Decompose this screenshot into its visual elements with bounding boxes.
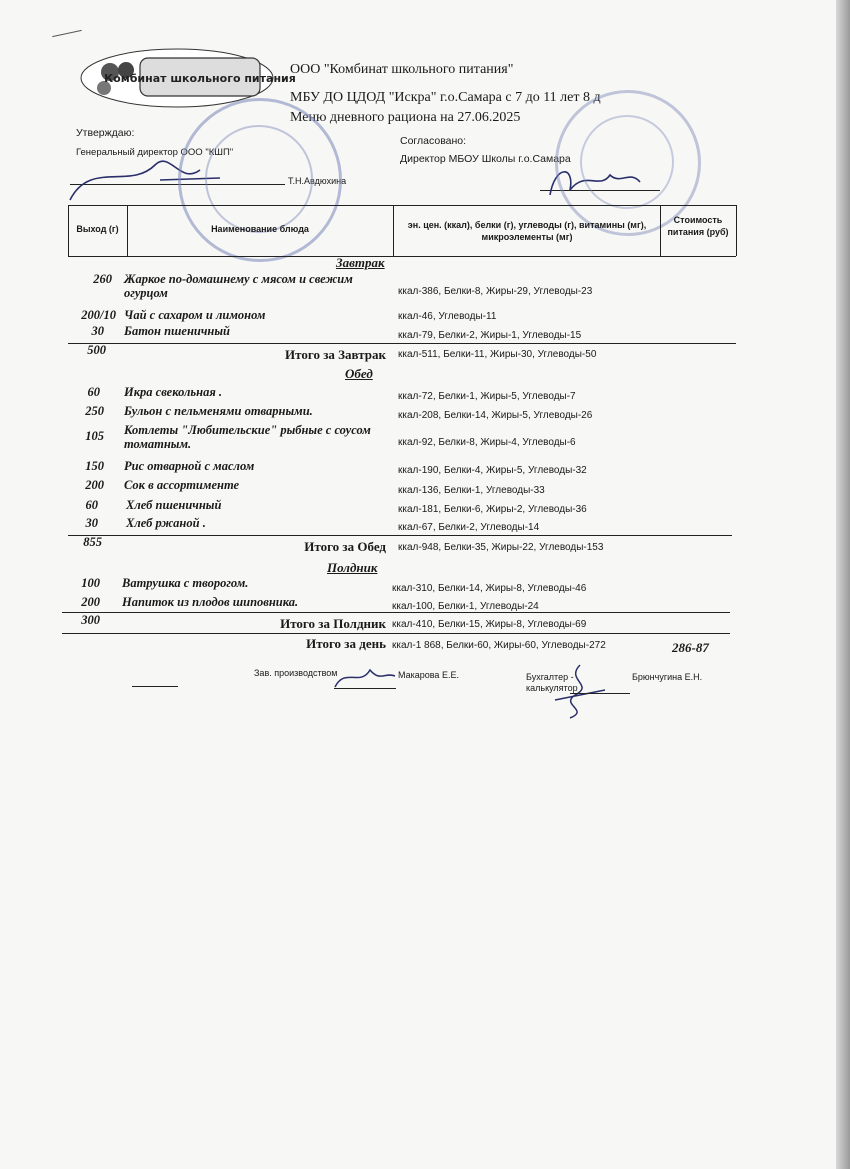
header-yield: Выход (г): [76, 224, 119, 234]
yield-cell: 150: [85, 459, 104, 473]
header-cost: Стоимость питания (руб): [667, 215, 729, 237]
header-dish-name: Наименование блюда: [211, 224, 309, 234]
nutrition-cell: ккал-181, Белки-6, Жиры-2, Углеводы-36: [398, 504, 587, 515]
yield-cell: 60: [85, 498, 98, 512]
yield-cell: 250: [85, 404, 104, 418]
dish-name: Ватрушка с творогом.: [122, 576, 249, 590]
nutrition-cell: ккал-92, Белки-8, Жиры-4, Углеводы-6: [398, 437, 576, 448]
total-label: Итого за Полдник: [280, 616, 386, 631]
dish-name: Батон пшеничный: [124, 324, 230, 338]
nutrition-cell: ккал-46, Углеводы-11: [398, 311, 497, 322]
yield-cell: 105: [85, 429, 104, 443]
dish-name: Сок в ассортименте: [124, 478, 240, 492]
yield-cell: 200/10: [81, 308, 116, 322]
day-total-cost: 286-87: [672, 640, 709, 655]
scan-mark: [52, 30, 82, 37]
dish-name: Рис отварной с маслом: [124, 459, 255, 473]
total-nutrition: ккал-948, Белки-35, Жиры-22, Углеводы-153: [398, 542, 604, 553]
production-name: Макарова Е.Е.: [398, 670, 459, 680]
total-label: Итого за Обед: [304, 539, 386, 554]
dish-name: Напиток из плодов шиповника.: [122, 595, 299, 609]
approve-label: Утверждаю:: [76, 127, 135, 139]
total-nutrition: ккал-410, Белки-15, Жиры-8, Углеводы-69: [392, 619, 587, 630]
section-breakfast: Завтрак: [336, 255, 385, 270]
yield-cell: 200: [85, 478, 104, 492]
nutrition-cell: ккал-67, Белки-2, Углеводы-14: [398, 522, 540, 533]
total-yield: 500: [87, 343, 106, 357]
header-nutrition: эн. цен. (ккал), белки (г), углеводы (г), витамины (мг), микроэлементы (мг): [407, 220, 647, 242]
yield-cell: 260: [93, 272, 112, 286]
approve-name: Т.Н.Авдюхина: [288, 176, 347, 186]
day-total-nutrition: ккал-1 868, Белки-60, Жиры-60, Углеводы-272: [392, 640, 606, 651]
school-line: МБУ ДО ЦДОД "Искра" г.о.Самара с 7 до 11 лет 8 д: [290, 90, 601, 105]
yield-cell: 30: [91, 324, 104, 338]
production-label: Зав. производством: [254, 668, 338, 678]
nutrition-cell: ккал-386, Белки-8, Жиры-29, Углеводы-23: [398, 286, 593, 297]
nutrition-cell: ккал-136, Белки-1, Углеводы-33: [398, 485, 545, 496]
accountant-label: Бухгалтер - калькулятор: [526, 672, 578, 693]
yield-cell: 60: [87, 385, 100, 399]
nutrition-cell: ккал-100, Белки-1, Углеводы-24: [392, 601, 539, 612]
dish-name: Котлеты "Любительские" рыбные с соусом томатным.: [124, 423, 371, 451]
nutrition-cell: ккал-310, Белки-14, Жиры-8, Углеводы-46: [392, 583, 587, 594]
accountant-name: Брюнчугина Е.Н.: [632, 672, 703, 682]
nutrition-cell: ккал-208, Белки-14, Жиры-5, Углеводы-26: [398, 410, 593, 421]
dish-name: Хлеб ржаной .: [126, 516, 206, 530]
yield-cell: 100: [81, 576, 100, 590]
section-lunch: Обед: [345, 366, 373, 381]
dish-name: Бульон с пельменями отварными.: [124, 404, 313, 418]
scan-edge: [836, 0, 850, 1169]
approve-position: Генеральный директор ООО "КШП": [76, 147, 234, 158]
total-yield: 300: [81, 613, 100, 627]
dish-name: Чай с сахаром и лимоном: [124, 308, 266, 322]
day-total-label: Итого за день: [306, 636, 386, 651]
company-stamp: [178, 98, 342, 262]
dish-name: Хлеб пшеничный: [126, 498, 222, 512]
scan-mark: [132, 686, 178, 687]
dish-name: Икра свекольная .: [124, 385, 223, 399]
yield-cell: 200: [81, 595, 100, 609]
menu-title: Меню дневного рациона на 27.06.2025: [290, 110, 521, 125]
total-label: Итого за Завтрак: [285, 347, 386, 362]
agreed-position: Директор МБОУ Школы г.о.Самара: [400, 153, 571, 165]
dish-name: Жаркое по-домашнему с мясом и свежим огурцом: [124, 272, 353, 300]
nutrition-cell: ккал-72, Белки-1, Жиры-5, Углеводы-7: [398, 391, 576, 402]
nutrition-cell: ккал-190, Белки-4, Жиры-5, Углеводы-32: [398, 465, 587, 476]
nutrition-cell: ккал-79, Белки-2, Жиры-1, Углеводы-15: [398, 330, 582, 341]
yield-cell: 30: [85, 516, 98, 530]
total-yield: 855: [83, 535, 102, 549]
company-name: ООО "Комбинат школьного питания": [290, 62, 514, 77]
section-snack: Полдник: [327, 560, 378, 575]
logo-wordmark: Комбинат школьного питания: [104, 72, 296, 85]
agreed-label: Согласовано:: [400, 135, 467, 147]
total-nutrition: ккал-511, Белки-11, Жиры-30, Углеводы-50: [398, 349, 597, 360]
